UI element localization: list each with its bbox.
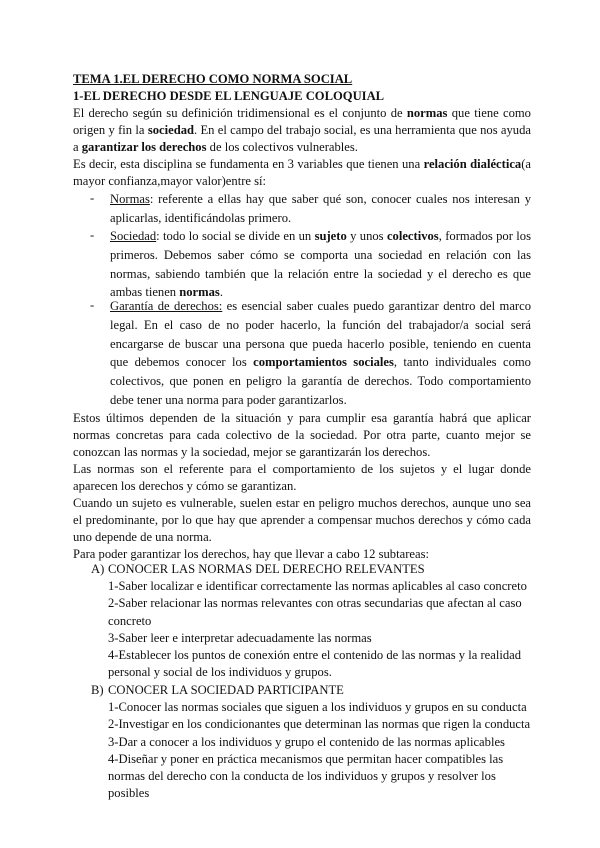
bold-term-colectivos: colectivos bbox=[386, 229, 439, 243]
section-heading-text: CONOCER LA SOCIEDAD PARTICIPANTE bbox=[108, 683, 344, 697]
bullet-garantia bbox=[90, 297, 531, 410]
section-marker: A) bbox=[91, 562, 105, 576]
text-run: , tanto individuales como colectivos, que ponen en peligro la garantía de derechos. Todo comportamiento debe tener una norma para poder garantizarlos. bbox=[110, 355, 531, 407]
bullet-normas bbox=[90, 190, 531, 228]
section-a-heading bbox=[91, 561, 425, 578]
bullet-term: Garantía de derechos: bbox=[110, 299, 223, 313]
text-run: es esencial saber cuales puedo garantizar dentro del marco legal. En el caso de no poder hacerlo, la función del trabajador/a social será encargarse de buscar una persona que pueda hacerlo posible, teniendo en cuenta que debemos conocer los bbox=[110, 299, 531, 370]
text-run: que tiene como origen y fin la bbox=[73, 106, 531, 137]
bold-term-sociedad: sociedad bbox=[147, 123, 194, 137]
list-item: 1-Conocer las normas sociales que siguen a los individuos y grupos en su conducta bbox=[108, 700, 527, 714]
list-item: 4-Diseñar y poner en práctica mecanismos que permitan hacer compatibles las normas del derecho con la conducta de los individuos y grupos y resolver los posibles bbox=[108, 751, 504, 801]
list-item: 3-Dar a conocer a los individuos y grupo el contenido de las normas aplicables bbox=[108, 734, 505, 749]
section-a-list bbox=[108, 578, 531, 682]
paragraph-5: Cuando un sujeto es vulnerable, suelen estar en peligro muchos derechos, aunque uno sea el predominante, por lo que hay que aprender a compensar muchos derechos y cómo cada uno depende de una norma. bbox=[73, 496, 531, 544]
bold-term-comportamientos: comportamientos sociales bbox=[253, 355, 394, 370]
section-marker: B) bbox=[91, 683, 104, 697]
bullet-term: Normas bbox=[110, 192, 150, 206]
list-item: 3-Saber leer e interpretar adecuadamente las normas bbox=[108, 630, 372, 645]
list-item: 1-Saber localizar e identificar correctamente las normas aplicables al caso concreto bbox=[108, 579, 527, 593]
dash-marker: - bbox=[90, 191, 95, 205]
paragraph-3: Estos últimos dependen de la situación y para cumplir esa garantía habrá que aplicar normas concretas para cada colectivo de la sociedad. Por otra parte, cuanto mejor se conozcan las normas y la sociedad, mejor se garantizarán los derechos. bbox=[73, 411, 531, 459]
text-run: Es decir, esta disciplina se fundamenta en 3 variables que tienen una bbox=[73, 157, 424, 171]
dash-marker: - bbox=[90, 298, 95, 312]
intro-paragraph-2 bbox=[73, 156, 531, 190]
list-item: 2-Saber relacionar las normas relevantes con otras secundarias que afectan al caso concreto bbox=[108, 596, 522, 628]
bold-term-normas: normas bbox=[179, 285, 220, 300]
bullet-term: Sociedad bbox=[110, 229, 157, 243]
section-heading-text: CONOCER LAS NORMAS DEL DERECHO RELEVANTES bbox=[108, 562, 425, 576]
text-run: , formados por los primeros. Debemos saber cómo se comporta una sociedad en relación con las normas, sabiendo también que la relación entre la sociedad y el derecho es que ambas tienen bbox=[110, 229, 531, 300]
intro-paragraph-1 bbox=[73, 105, 531, 156]
text-run: (a mayor confianza,mayor valor)entre sí: bbox=[73, 157, 531, 188]
list-item: 4-Establecer los puntos de conexión entre el contenido de las normas y la realidad personal y social de los individuos y grupos. bbox=[108, 648, 522, 680]
text-run: . bbox=[219, 285, 223, 300]
text-run: de los colectivos vulnerables. bbox=[206, 140, 358, 154]
dash-marker: - bbox=[90, 228, 95, 242]
text-run: . En el campo del trabajo social, es una herramienta que nos ayuda a bbox=[73, 123, 531, 154]
text-run: y unos bbox=[346, 229, 387, 243]
text-run: : todo lo social se divide en un bbox=[156, 229, 315, 243]
bold-term-normas: normas bbox=[406, 106, 448, 120]
section-b-list bbox=[108, 699, 531, 803]
bold-term-relacion: relación dialéctica bbox=[423, 157, 522, 171]
paragraph-6: Para poder garantizar los derechos, hay que llevar a cabo 12 subtareas: bbox=[73, 547, 429, 561]
paragraph-4: Las normas son el referente para el comportamiento de los sujetos y el lugar donde aparecen los derechos y cómo se garantizan. bbox=[73, 462, 531, 493]
bold-term-sujeto: sujeto bbox=[314, 229, 347, 243]
section-subtitle: 1-EL DERECHO DESDE EL LENGUAJE COLOQUIAL bbox=[73, 89, 385, 103]
document-title: TEMA 1.EL DERECHO COMO NORMA SOCIAL bbox=[73, 72, 353, 86]
bold-term-garantizar: garantizar los derechos bbox=[81, 140, 207, 154]
section-b-heading bbox=[91, 682, 344, 699]
list-item: 2-Investigar en los condicionantes que determinan las normas que rigen la conducta bbox=[108, 717, 531, 732]
bullet-sociedad bbox=[90, 227, 531, 302]
bullet-text: : referente a ellas hay que saber qué son, conocer cuales nos interesan y aplicarlas, identificándolas primero. bbox=[110, 192, 531, 225]
text-run: El derecho según su definición tridimensional es el conjunto de bbox=[73, 106, 407, 120]
